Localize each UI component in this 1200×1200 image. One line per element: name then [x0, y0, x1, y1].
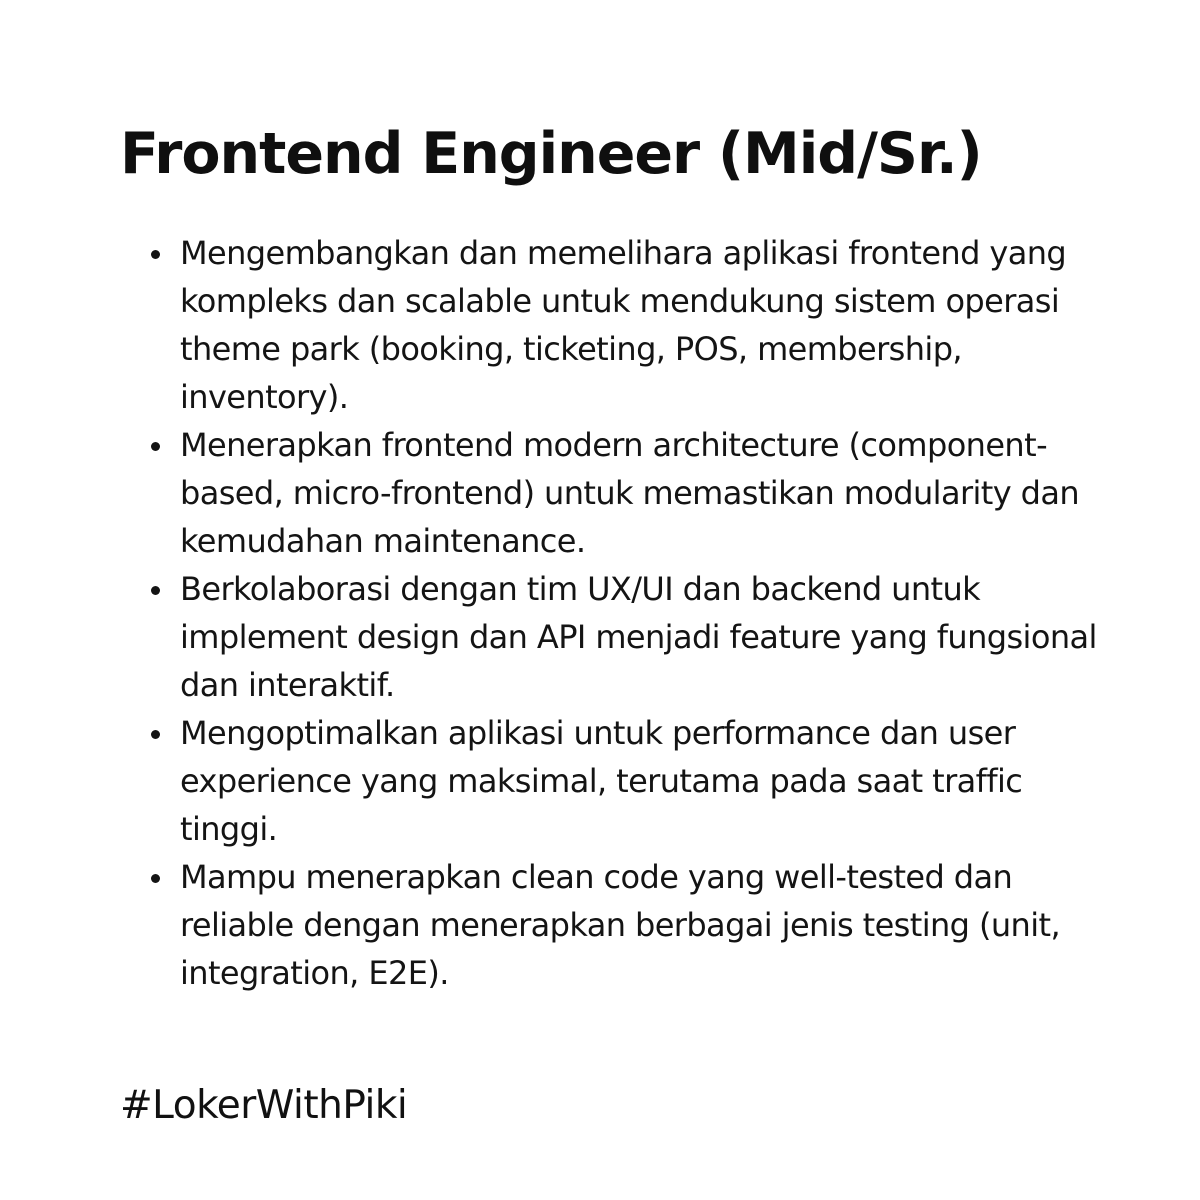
- list-item-text: Mengembangkan dan memelihara aplikasi frontend yang kompleks dan scalable untuk mendukung sistem operasi theme park (booking, ticketing, POS, membership, inventory).: [180, 234, 1067, 416]
- list-item-text: Menerapkan frontend modern architecture (component-based, micro-frontend) untuk memastikan modularity dan kemudahan maintenance.: [180, 426, 1080, 560]
- bullet-icon: [151, 250, 160, 259]
- list-item-text: Berkolaborasi dengan tim UX/UI dan backend untuk implement design dan API menjadi feature yang fungsional dan interaktif.: [180, 570, 1097, 704]
- responsibility-list: [180, 229, 1110, 997]
- list-item: [180, 229, 1110, 421]
- list-item: [180, 565, 1110, 709]
- list-item: [180, 853, 1110, 997]
- bullet-icon: [151, 874, 160, 883]
- bullet-icon: [151, 730, 160, 739]
- hashtag: #LokerWithPiki: [120, 1083, 408, 1128]
- list-item: [180, 709, 1110, 853]
- list-item-text: Mampu menerapkan clean code yang well-tested dan reliable dengan menerapkan berbagai jenis testing (unit, integration, E2E).: [180, 858, 1061, 992]
- bullet-icon: [151, 586, 160, 595]
- list-item: [180, 421, 1110, 565]
- list-item-text: Mengoptimalkan aplikasi untuk performance dan user experience yang maksimal, terutama pada saat traffic tinggi.: [180, 714, 1023, 848]
- page-title: Frontend Engineer (Mid/Sr.): [120, 121, 982, 187]
- bullet-icon: [151, 442, 160, 451]
